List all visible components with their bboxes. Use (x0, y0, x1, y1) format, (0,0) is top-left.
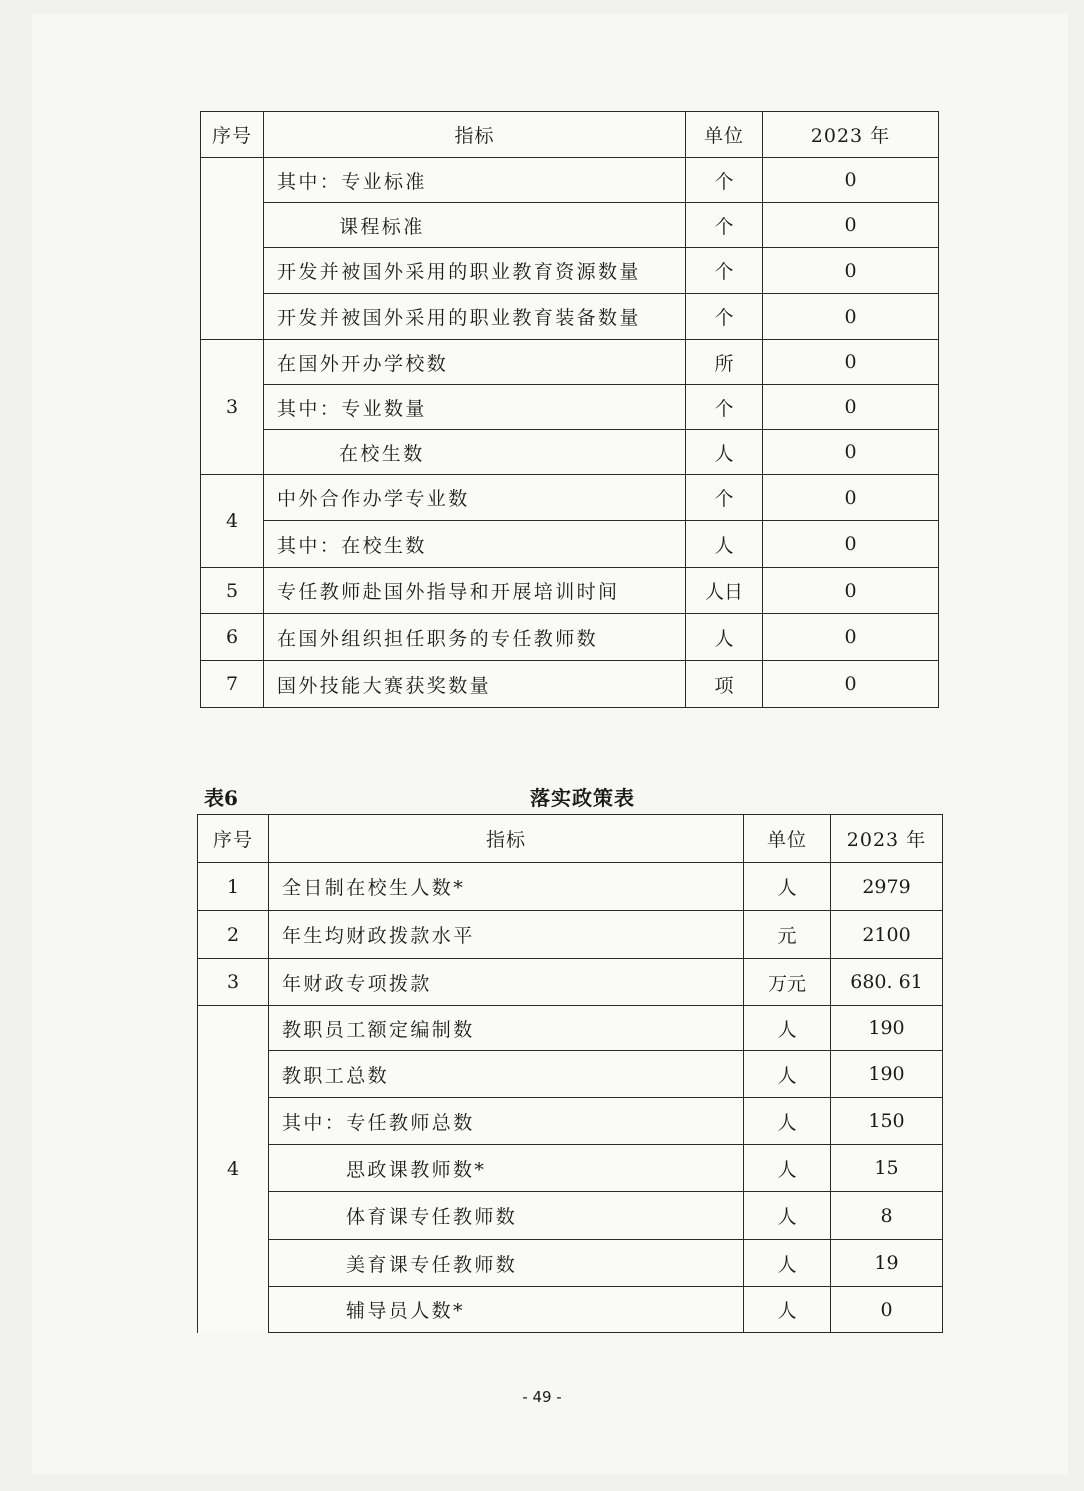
row-indicator: 开发并被国外采用的职业教育资源数量 (264, 248, 686, 294)
table-row (201, 430, 939, 475)
row-indicator: 年生均财政拨款水平 (269, 911, 744, 959)
row-value: 0 (763, 248, 939, 294)
row-index: 7 (201, 661, 264, 708)
row-unit: 人日 (686, 568, 763, 614)
international-influence-table (200, 111, 939, 708)
row-value: 0 (763, 340, 939, 385)
row-index: 3 (198, 959, 269, 1006)
row-value: 0 (763, 568, 939, 614)
table-label: 表6 (204, 786, 238, 810)
table-row (198, 1098, 943, 1145)
row-unit: 项 (686, 661, 763, 708)
header-year: 2023 年 (763, 112, 939, 158)
row-index: 3 (201, 340, 264, 475)
row-value: 8 (831, 1192, 943, 1240)
row-unit: 个 (686, 294, 763, 340)
table-row (201, 340, 939, 385)
row-indicator: 开发并被国外采用的职业教育装备数量 (264, 294, 686, 340)
row-value: 0 (763, 294, 939, 340)
table-row (201, 661, 939, 708)
row-value: 0 (763, 661, 939, 708)
row-unit: 人 (744, 1006, 831, 1051)
row-unit: 人 (744, 1192, 831, 1240)
row-unit: 人 (744, 1287, 831, 1333)
row-index: 5 (201, 568, 264, 614)
row-unit: 所 (686, 340, 763, 385)
row-indicator: 课程标准 (264, 203, 686, 248)
row-value: 19 (831, 1240, 943, 1287)
row-index-cell (201, 158, 264, 340)
row-value: 190 (831, 1051, 943, 1098)
table-row (201, 248, 939, 294)
row-indicator: 其中：在校生数 (264, 521, 686, 568)
header-indicator: 指标 (269, 815, 744, 863)
row-index: 4 (201, 475, 264, 568)
row-unit: 人 (744, 1145, 831, 1192)
row-unit: 人 (686, 430, 763, 475)
row-value: 680. 61 (831, 959, 943, 1006)
row-value: 15 (831, 1145, 943, 1192)
header-unit: 单位 (744, 815, 831, 863)
table-row (198, 1145, 943, 1192)
row-index: 1 (198, 863, 269, 911)
table-row (201, 158, 939, 203)
row-value: 0 (763, 158, 939, 203)
table-row (198, 911, 943, 959)
row-indicator: 全日制在校生人数* (269, 863, 744, 911)
table-title: 落实政策表 (530, 786, 635, 810)
header-index: 序号 (198, 815, 269, 863)
row-indicator: 专任教师赴国外指导和开展培训时间 (264, 568, 686, 614)
row-unit: 个 (686, 475, 763, 521)
row-indicator: 其中：专业数量 (264, 385, 686, 430)
header-index: 序号 (201, 112, 264, 158)
table-row (198, 863, 943, 911)
row-indicator: 美育课专任教师数 (269, 1240, 744, 1287)
table-row (201, 294, 939, 340)
row-unit: 人 (744, 1240, 831, 1287)
table-row (198, 1287, 943, 1333)
table-row (198, 1006, 943, 1051)
row-indicator: 思政课教师数* (269, 1145, 744, 1192)
row-unit: 个 (686, 203, 763, 248)
table-row (201, 568, 939, 614)
row-indicator: 教职工总数 (269, 1051, 744, 1098)
row-indicator: 年财政专项拨款 (269, 959, 744, 1006)
row-unit: 个 (686, 385, 763, 430)
row-unit: 人 (686, 614, 763, 661)
row-indicator: 体育课专任教师数 (269, 1192, 744, 1240)
row-value: 2979 (831, 863, 943, 911)
row-indicator: 中外合作办学专业数 (264, 475, 686, 521)
row-value: 190 (831, 1006, 943, 1051)
row-index: 2 (198, 911, 269, 959)
policy-implementation-table (197, 814, 943, 1333)
row-unit: 人 (744, 1051, 831, 1098)
table-row (201, 614, 939, 661)
table-row (201, 475, 939, 521)
row-unit: 元 (744, 911, 831, 959)
table-row (201, 385, 939, 430)
row-value: 0 (763, 521, 939, 568)
row-unit: 人 (686, 521, 763, 568)
header-indicator: 指标 (264, 112, 686, 158)
row-indicator: 在国外组织担任职务的专任教师数 (264, 614, 686, 661)
table-row (198, 959, 943, 1006)
header-unit: 单位 (686, 112, 763, 158)
row-unit: 个 (686, 158, 763, 203)
row-unit: 人 (744, 863, 831, 911)
row-indicator: 国外技能大赛获奖数量 (264, 661, 686, 708)
row-index: 6 (201, 614, 264, 661)
row-value: 150 (831, 1098, 943, 1145)
header-year: 2023 年 (831, 815, 943, 863)
table-header-row (198, 815, 943, 863)
page-number: - 49 - (522, 1388, 562, 1406)
table-header-row (201, 112, 939, 158)
row-indicator: 在国外开办学校数 (264, 340, 686, 385)
row-value: 0 (763, 430, 939, 475)
row-value: 2100 (831, 911, 943, 959)
table-row (198, 1051, 943, 1098)
row-indicator: 在校生数 (264, 430, 686, 475)
row-indicator: 教职员工额定编制数 (269, 1006, 744, 1051)
row-unit: 个 (686, 248, 763, 294)
row-unit: 人 (744, 1098, 831, 1145)
row-index: 4 (198, 1006, 269, 1333)
row-indicator: 其中：专业标准 (264, 158, 686, 203)
row-value: 0 (831, 1287, 943, 1333)
row-value: 0 (763, 475, 939, 521)
row-value: 0 (763, 614, 939, 661)
row-indicator: 辅导员人数* (269, 1287, 744, 1333)
table-row (198, 1240, 943, 1287)
table-row (201, 203, 939, 248)
table-row (198, 1192, 943, 1240)
table-row (201, 521, 939, 568)
row-value: 0 (763, 385, 939, 430)
row-indicator: 其中：专任教师总数 (269, 1098, 744, 1145)
row-unit: 万元 (744, 959, 831, 1006)
row-value: 0 (763, 203, 939, 248)
